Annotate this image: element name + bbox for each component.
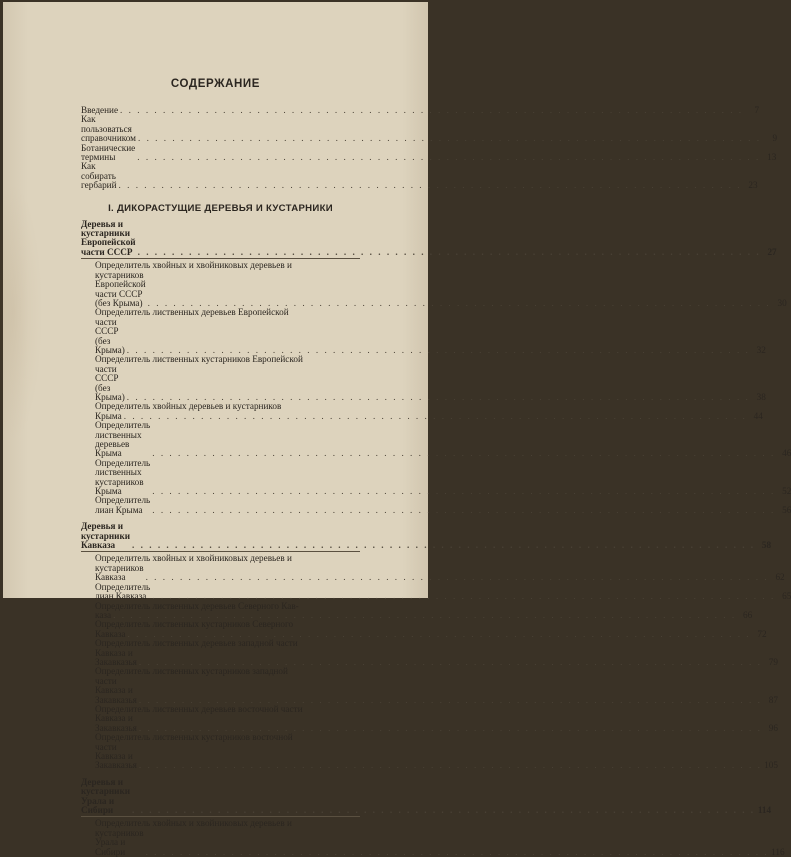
toc-entry-text: Определитель лиственных кустарников Крыма <box>95 457 151 497</box>
page-number: 114 <box>757 805 772 816</box>
intro-entry <box>81 114 778 144</box>
subsection-entry <box>81 457 791 497</box>
page-number: 44 <box>753 410 763 421</box>
toc-entry-text: Деревья и кустарники Урала и Сибири <box>81 776 131 816</box>
toc-entry-text: части СССР (без Крыма) <box>95 316 125 355</box>
toc-entry-text: Определитель лиственных деревьев Северного Кав- <box>95 600 299 611</box>
page-number: 56 <box>782 504 791 515</box>
toc-line <box>81 161 758 191</box>
toc-line <box>95 308 360 317</box>
subsection-entry <box>81 307 766 355</box>
toc-entry-text: Определитель лиственных кустарников Европейской <box>95 354 303 365</box>
subsection-entry <box>81 354 766 402</box>
toc-entry-text: Определитель хвойных и хвойниковых деревьев и <box>95 553 292 564</box>
toc-entry-text: каза <box>95 609 112 620</box>
paper-stain <box>0 182 43 442</box>
page-number: 30 <box>777 297 787 308</box>
page-number: 116 <box>771 846 785 857</box>
toc-line <box>81 521 772 551</box>
toc-entry-text: Введение <box>81 105 119 115</box>
subsection-entry <box>81 401 763 421</box>
toc-entry-text: Определитель лиан Кавказа <box>95 581 151 602</box>
page-number: 72 <box>757 628 767 639</box>
subsection-entry <box>81 420 791 459</box>
toc-entry-text: Крыма <box>95 410 122 421</box>
toc-line <box>95 733 360 742</box>
toc-entry-text: Определитель лиственных деревьев восточной части <box>95 703 303 714</box>
book-page <box>3 2 791 857</box>
page-number: 66 <box>742 609 753 620</box>
page-number: 65 <box>782 591 791 602</box>
leader-dots <box>152 449 775 458</box>
page-number: 58 <box>761 540 772 551</box>
subsection-entry <box>81 638 778 667</box>
toc-entry-text: Деревья и кустарники Кавказа <box>81 521 131 551</box>
intro-entry <box>81 142 777 163</box>
page-number: 46 <box>782 448 791 459</box>
toc-line <box>95 741 778 771</box>
subsection-entry <box>81 703 778 733</box>
toc-line <box>95 269 787 309</box>
toc-entry-text: кустарников Кавказа <box>95 562 144 583</box>
page-number: 7 <box>754 105 760 115</box>
toc-line <box>95 713 778 733</box>
toc-line <box>95 355 360 364</box>
toc-entry-text: кустарников Урала и Сибири <box>95 827 144 857</box>
leader-dots <box>146 848 769 857</box>
leader-dots <box>124 412 747 421</box>
toc-entry-text: части Кавказа и Закавказья <box>95 675 137 705</box>
toc-line <box>95 639 360 648</box>
leader-dots <box>138 134 761 143</box>
toc-entry-text: Ботанические термины <box>81 142 136 163</box>
page-number: 38 <box>756 391 766 402</box>
toc-line <box>95 827 785 857</box>
leader-dots <box>120 106 743 115</box>
subsection-entry <box>81 260 787 308</box>
toc-entry-text: части СССР (без Крыма) <box>95 363 125 402</box>
toc-entry-text: Определитель лиственных кустарников Северного <box>95 619 294 630</box>
section-heading <box>81 218 777 258</box>
toc-line <box>95 675 778 705</box>
toc-line <box>95 647 778 668</box>
toc-line <box>81 105 760 115</box>
leader-dots <box>152 487 775 496</box>
toc-entry-text: кустарников Европейской части СССР (без Крыма) <box>95 269 146 308</box>
leader-dots <box>146 573 769 582</box>
toc-line <box>81 218 777 258</box>
toc-entry-text: Как пользоваться справочником <box>81 114 136 144</box>
subsection-entry <box>81 553 785 583</box>
toc-line <box>81 114 778 144</box>
toc-line <box>95 562 785 583</box>
toc-line <box>81 776 772 816</box>
section-divider <box>81 258 360 259</box>
subsection-entry <box>81 619 767 639</box>
page-title: СОДЕРЖАНИЕ <box>170 78 261 90</box>
toc-line <box>95 457 791 497</box>
page-number: 105 <box>764 760 778 771</box>
page-number: 23 <box>748 180 758 191</box>
subsection-entry <box>81 666 778 705</box>
toc-entry-text: Деревья и кустарники Европейской части СССР <box>81 218 136 257</box>
section-divider <box>81 816 360 817</box>
leader-dots <box>139 761 762 770</box>
page-number: 52 <box>782 486 791 497</box>
toc-line <box>95 581 791 602</box>
subsection-entry <box>81 818 785 857</box>
toc-entry-text: Кавказа и Закавказья <box>95 647 137 667</box>
leader-dots <box>132 541 755 550</box>
subsection-entry <box>81 600 753 621</box>
toc-entry-text: Кавказа <box>95 628 126 639</box>
leader-dots <box>152 506 775 515</box>
toc-line <box>81 142 777 163</box>
toc-entry-text: Определитель лиственных кустарников восточной <box>95 732 293 743</box>
page-number: 79 <box>768 656 778 667</box>
intro-entry <box>81 161 758 191</box>
page-number: 96 <box>768 722 778 733</box>
toc-entry-text: Кавказа и Закавказья <box>95 713 137 733</box>
toc-line <box>95 316 766 356</box>
toc-entry-text: Определитель хвойных деревьев и кустарников <box>95 401 282 412</box>
part-heading: I. ДИКОРАСТУЩИЕ ДЕРЕВЬЯ И КУСТАРНИКИ <box>108 202 333 214</box>
subsection-entry <box>81 732 778 771</box>
toc-entry-text: Определитель лиан Крыма <box>95 495 151 515</box>
toc-line <box>95 363 766 403</box>
toc-entry-text: Определитель хвойных и хвойниковых деревьев и <box>95 818 292 829</box>
toc-entry-text: Определитель лиственных деревьев Европейской <box>95 307 289 318</box>
toc-line <box>95 705 360 714</box>
leader-dots <box>137 153 760 162</box>
sections-list <box>81 218 791 857</box>
leader-dots <box>132 806 755 815</box>
toc-entry-text: Определитель лиственных деревьев западной части <box>95 638 298 649</box>
subsection-entry <box>81 495 791 515</box>
leader-dots <box>119 181 742 190</box>
toc-entry-text: Как собирать гербарий <box>81 161 117 191</box>
section-heading <box>81 776 772 816</box>
page-number: 9 <box>772 133 778 144</box>
toc-line <box>95 495 791 515</box>
toc-entry-text: Определитель лиственных деревьев Крыма <box>95 420 151 459</box>
toc-line <box>95 420 791 459</box>
toc-line <box>95 667 360 676</box>
toc-entry-text: Определитель хвойных и хвойниковых деревьев и <box>95 260 292 271</box>
section-heading <box>81 521 772 551</box>
table-of-contents <box>81 105 791 857</box>
page-number: 32 <box>756 344 766 355</box>
intro-list <box>81 105 778 191</box>
intro-entry <box>81 105 760 115</box>
toc-entry-text: Определитель лиственных кустарников западной <box>95 666 288 677</box>
page-number: 27 <box>767 246 777 257</box>
toc-entry-text: части Кавказа и Закавказья <box>95 741 137 771</box>
page-number: 62 <box>775 572 785 583</box>
leader-dots <box>138 248 761 257</box>
page-number: 13 <box>767 152 777 163</box>
page-number: 87 <box>768 694 778 705</box>
subsection-entry <box>81 581 791 602</box>
section-divider <box>81 551 360 552</box>
